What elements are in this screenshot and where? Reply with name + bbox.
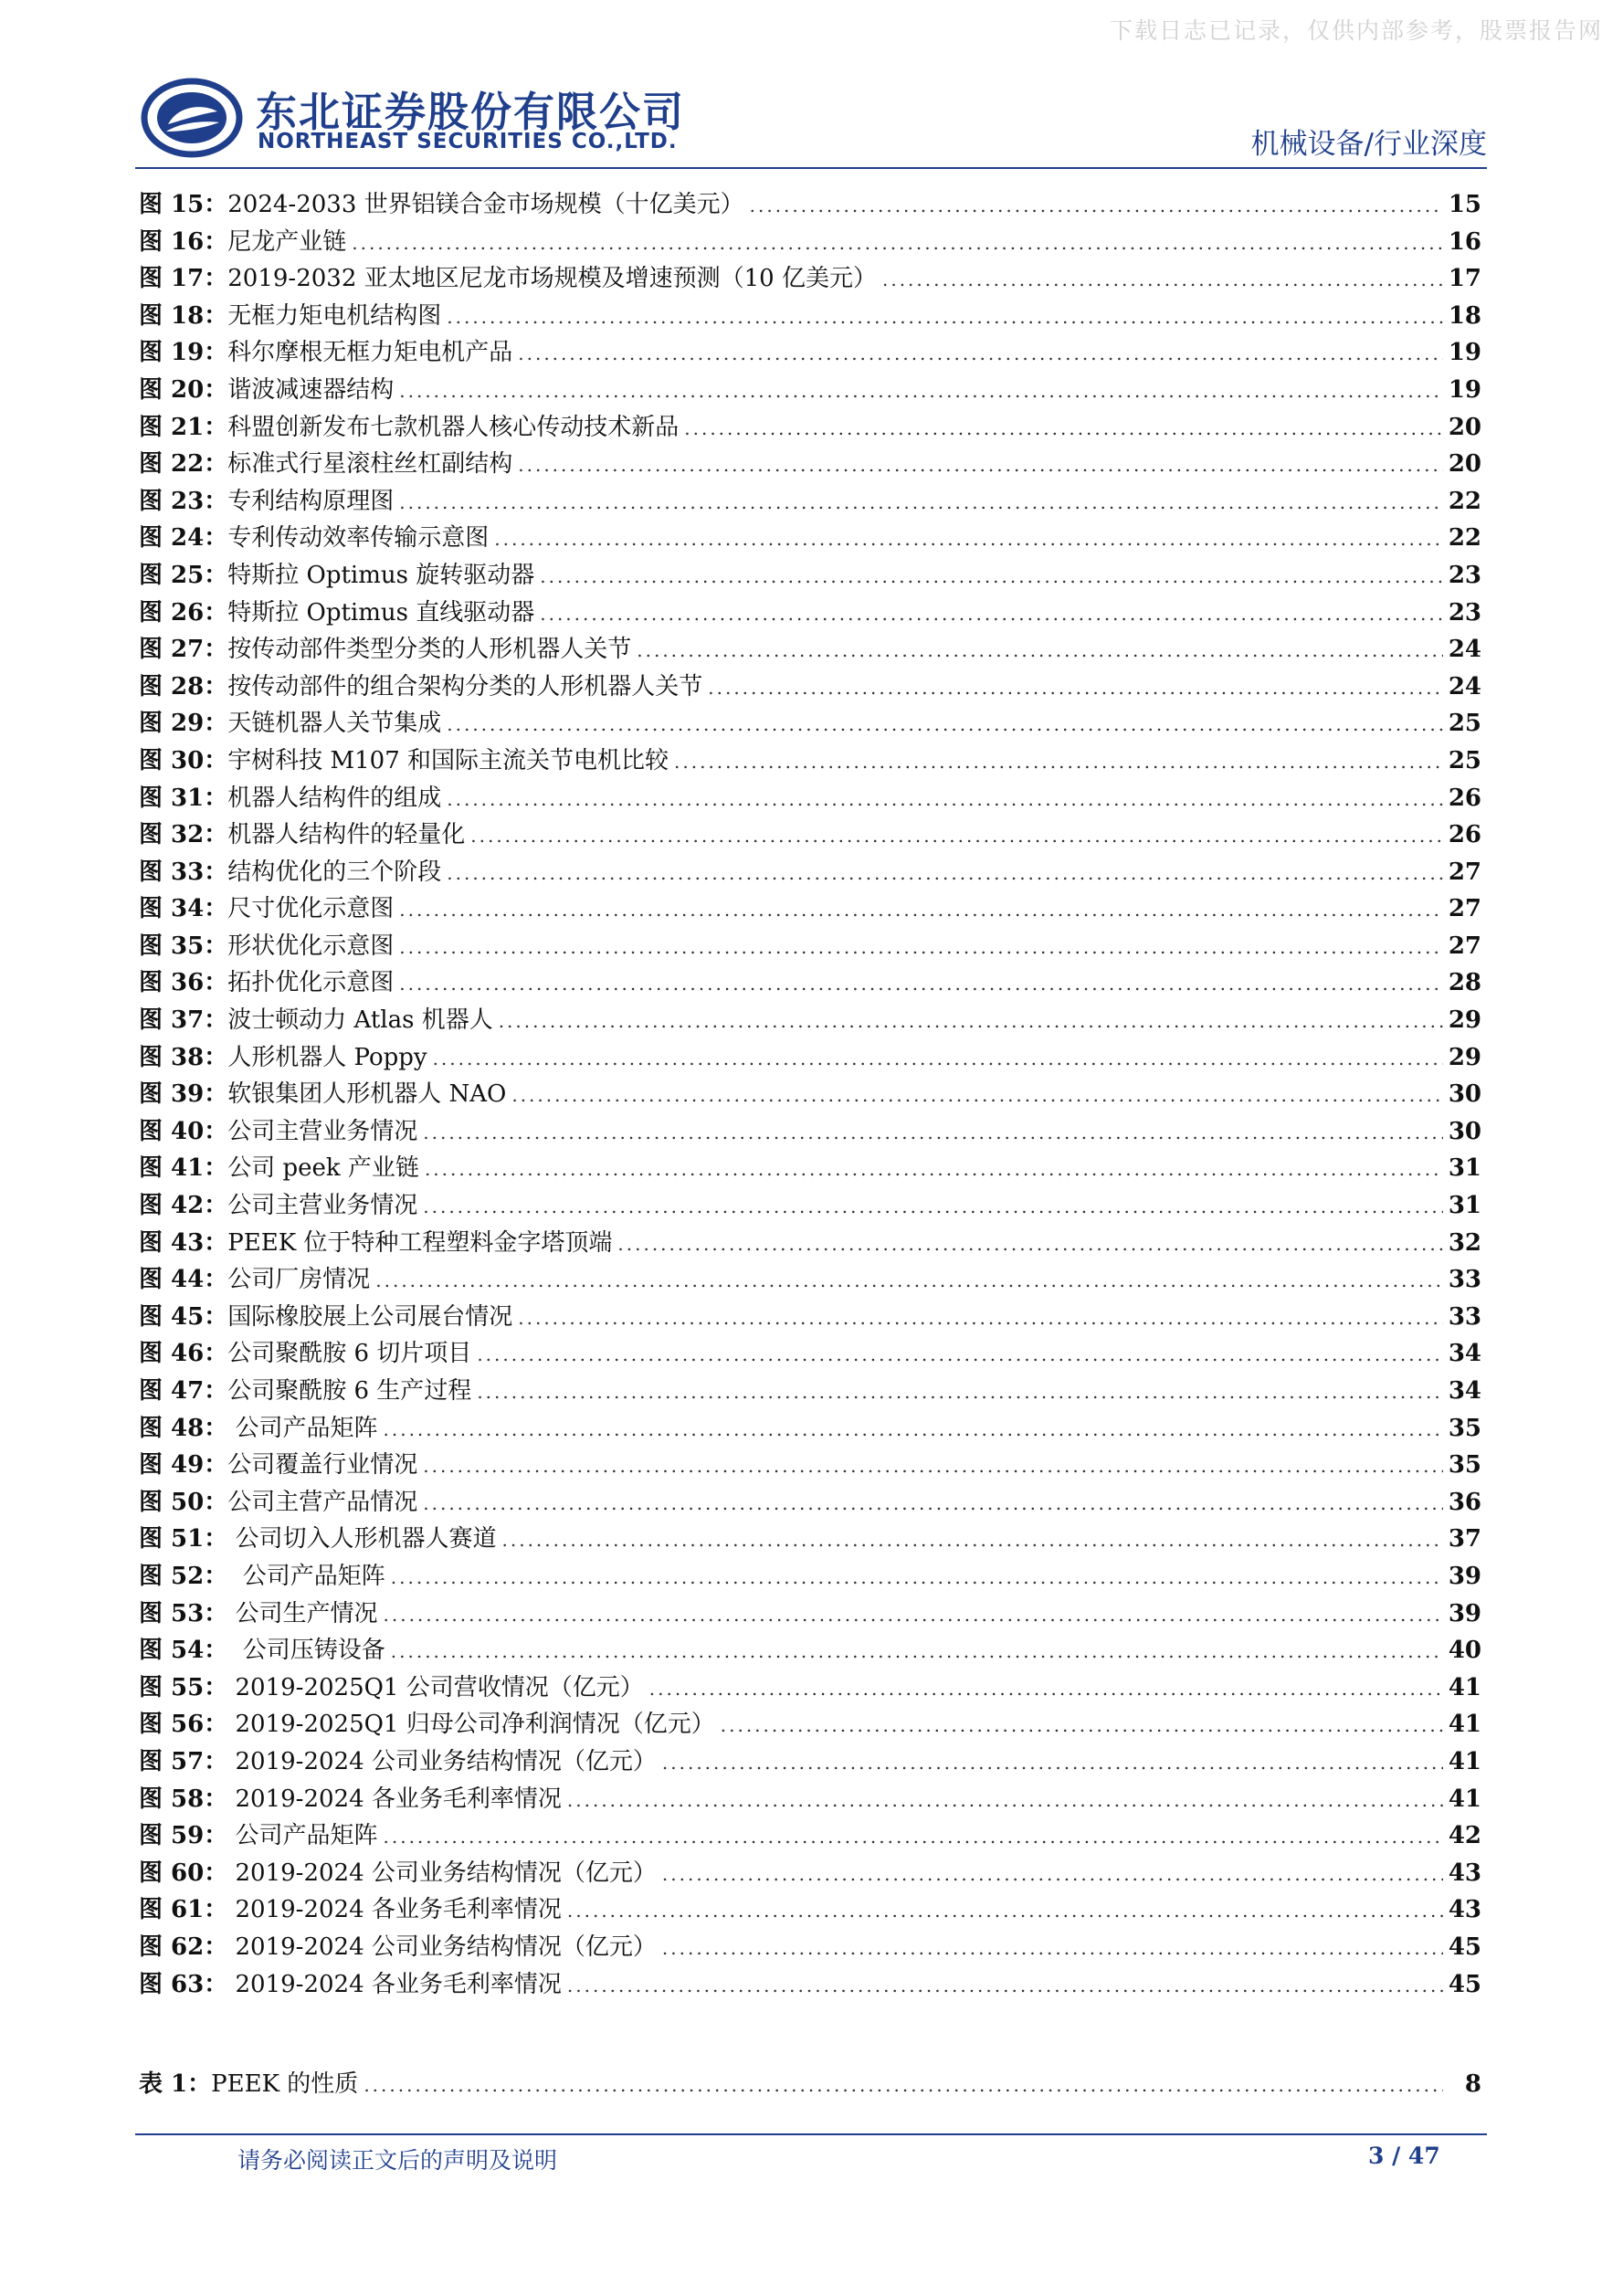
company-name-en: NORTHEAST SECURITIES CO.,LTD. xyxy=(258,130,678,153)
figure-entry-title: 宇树科技 M107 和国际主流关节电机比较 xyxy=(227,746,669,774)
figure-entry-label: 图 19： xyxy=(139,339,228,367)
dot-leader xyxy=(391,1633,1443,1670)
figure-entry-title: 机器人结构件的轻量化 xyxy=(227,821,466,849)
figure-entry-title: 人形机器人 Poppy xyxy=(227,1043,427,1071)
dot-leader xyxy=(447,706,1443,743)
dot-leader xyxy=(447,855,1443,892)
figure-entry-title: 2019-2025Q1 归母公司净利润情况（亿元） xyxy=(227,1711,715,1739)
figure-entry-page: 23 xyxy=(1448,561,1481,589)
figure-entry[interactable] xyxy=(139,669,1481,706)
dot-leader xyxy=(423,1114,1443,1152)
figure-entry-page: 33 xyxy=(1448,1302,1481,1331)
figure-entry-title: 拓扑优化示意图 xyxy=(227,969,395,997)
figure-entry[interactable] xyxy=(139,705,1481,743)
figure-entry[interactable] xyxy=(139,1781,1481,1818)
dot-leader xyxy=(662,1856,1443,1893)
figure-entry-page: 41 xyxy=(1448,1785,1481,1813)
figure-entry-label: 图 62： xyxy=(139,1933,228,1961)
figure-entry[interactable] xyxy=(139,595,1481,632)
figure-entry[interactable] xyxy=(139,1484,1481,1522)
dot-leader xyxy=(750,187,1443,225)
dot-leader xyxy=(511,1077,1442,1114)
figure-entry-label: 图 28： xyxy=(139,672,228,700)
figure-entry-label: 图 38： xyxy=(139,1043,228,1071)
figure-entry-title: 公司主营业务情况 xyxy=(227,1117,418,1145)
figure-entry[interactable] xyxy=(139,1669,1481,1707)
figure-entry-title: 2019-2024 各业务毛利率情况 xyxy=(227,1970,562,1998)
figure-entry-label: 图 58： xyxy=(139,1785,228,1813)
figure-entry[interactable] xyxy=(139,1150,1481,1187)
figure-entry[interactable] xyxy=(139,446,1481,483)
figure-entry-title: 尼龙产业链 xyxy=(227,227,347,256)
figure-entry-page: 30 xyxy=(1448,1080,1481,1109)
figure-entry-page: 25 xyxy=(1448,710,1481,738)
figure-entry[interactable] xyxy=(139,1299,1481,1336)
figure-entry-title: 2019-2024 各业务毛利率情况 xyxy=(227,1785,562,1813)
figure-entry-title: 公司厂房情况 xyxy=(227,1266,371,1294)
figure-entry-page: 31 xyxy=(1448,1154,1481,1183)
figure-entry-page: 17 xyxy=(1448,265,1481,293)
dot-leader xyxy=(662,1744,1443,1782)
figure-entry-page: 29 xyxy=(1448,1043,1481,1071)
figure-entry-page: 19 xyxy=(1448,339,1481,367)
figure-entry[interactable] xyxy=(139,298,1481,335)
watermark-text: 下载日志已记录，仅供内部参考，股票报告网 xyxy=(1109,17,1603,44)
figure-entry-title: 2019-2032 亚太地区尼龙市场规模及增速预测（10 亿美元） xyxy=(227,265,877,293)
figure-entry-title: 公司聚酰胺 6 生产过程 xyxy=(227,1377,472,1405)
figure-entry-label: 图 37： xyxy=(139,1006,228,1035)
figure-entry[interactable] xyxy=(139,1891,1481,1929)
dot-leader xyxy=(433,1040,1443,1078)
dot-leader xyxy=(567,1782,1443,1819)
figure-entry-label: 图 40： xyxy=(139,1117,228,1145)
figure-entry-label: 图 50： xyxy=(139,1488,228,1516)
figure-entry[interactable] xyxy=(139,1261,1481,1299)
figure-entry-title: 软银集团人形机器人 NAO xyxy=(227,1080,507,1109)
figure-entry-title: 尺寸优化示意图 xyxy=(227,895,395,923)
figure-entry-page: 39 xyxy=(1448,1562,1481,1590)
dot-leader xyxy=(399,891,1443,929)
figure-entry-page: 16 xyxy=(1448,227,1481,256)
figure-entry-label: 图 43： xyxy=(139,1228,228,1257)
figure-entry-page: 27 xyxy=(1448,858,1481,886)
figure-entry-label: 图 25： xyxy=(139,561,228,589)
figure-entry-title: 公司 peek 产业链 xyxy=(227,1154,419,1183)
figure-entry[interactable] xyxy=(139,1187,1481,1225)
dot-leader xyxy=(882,261,1443,299)
figure-entry-label: 图 46： xyxy=(139,1340,228,1368)
figure-entry-title: 波士顿动力 Atlas 机器人 xyxy=(227,1006,493,1035)
figure-entry-page: 35 xyxy=(1448,1451,1481,1480)
figure-entry-label: 图 60： xyxy=(139,1859,228,1887)
figure-entry-title: 2019-2024 公司业务结构情况（亿元） xyxy=(227,1859,657,1887)
figure-entry-title: 公司压铸设备 xyxy=(227,1637,385,1665)
figure-entry-page: 41 xyxy=(1448,1747,1481,1775)
figure-entry-label: 图 36： xyxy=(139,969,228,997)
figure-entry-page: 33 xyxy=(1448,1266,1481,1294)
figure-entry-title: 2019-2024 各业务毛利率情况 xyxy=(227,1896,562,1924)
dot-leader xyxy=(477,1374,1443,1411)
figure-entry-title: 公司生产情况 xyxy=(227,1599,378,1627)
dot-leader xyxy=(352,225,1443,262)
figure-entry-title: 按传动部件的组合架构分类的人形机器人关节 xyxy=(227,672,703,700)
figure-entry-page: 41 xyxy=(1448,1673,1481,1701)
figure-entry-page: 18 xyxy=(1448,301,1481,330)
figure-list xyxy=(139,186,1481,2003)
figure-entry[interactable] xyxy=(139,1335,1481,1373)
figure-entry-label: 图 20： xyxy=(139,375,228,404)
figure-entry-label: 图 49： xyxy=(139,1451,228,1480)
figure-entry-title: 特斯拉 Optimus 直线驱动器 xyxy=(227,598,535,627)
table-entry-page: 8 xyxy=(1464,2070,1481,2098)
figure-entry-label: 图 61： xyxy=(139,1896,228,1924)
figure-entry-page: 22 xyxy=(1448,524,1481,553)
figure-entry[interactable] xyxy=(139,631,1481,669)
dot-leader xyxy=(423,1448,1443,1485)
figure-entry[interactable] xyxy=(139,557,1481,595)
figure-entry-label: 图 35： xyxy=(139,932,228,960)
figure-entry-page: 25 xyxy=(1448,746,1481,774)
dot-leader xyxy=(391,1559,1443,1596)
figure-entry-label: 图 55： xyxy=(139,1673,228,1701)
figure-entry-page: 41 xyxy=(1448,1711,1481,1739)
figure-entry-page: 26 xyxy=(1448,784,1481,812)
figure-entry-page: 37 xyxy=(1448,1525,1481,1553)
figure-entry-label: 图 51： xyxy=(139,1525,228,1553)
dot-leader xyxy=(617,1226,1442,1263)
dot-leader xyxy=(502,1522,1443,1559)
dot-leader xyxy=(518,447,1443,484)
figure-entry-page: 39 xyxy=(1448,1599,1481,1627)
figure-entry-title: 按传动部件类型分类的人形机器人关节 xyxy=(227,636,632,664)
figure-entry[interactable] xyxy=(139,1929,1481,1966)
dot-leader xyxy=(447,781,1443,818)
figure-entry-title: 公司产品矩阵 xyxy=(227,1414,378,1442)
figure-entry-label: 图 53： xyxy=(139,1599,228,1627)
figure-entry-page: 27 xyxy=(1448,895,1481,923)
figure-entry-label: 图 32： xyxy=(139,821,228,849)
figure-entry[interactable] xyxy=(139,1225,1481,1262)
figure-entry-page: 27 xyxy=(1448,932,1481,960)
figure-entry-label: 图 23： xyxy=(139,487,228,515)
company-name-cn: 东北证券股份有限公司 xyxy=(256,88,686,136)
figure-entry-label: 图 41： xyxy=(139,1154,228,1183)
figure-entry-title: 2019-2024 公司业务结构情况（亿元） xyxy=(227,1747,657,1775)
figure-entry[interactable] xyxy=(139,1817,1481,1855)
figure-entry-page: 32 xyxy=(1448,1228,1481,1257)
figure-entry-title: 标准式行星滚柱丝杠副结构 xyxy=(227,450,513,479)
section-title: 机械设备/行业深度 xyxy=(1250,128,1487,161)
figure-entry[interactable] xyxy=(139,1966,1481,2004)
figure-entry[interactable] xyxy=(139,186,1481,224)
dot-leader xyxy=(477,1336,1443,1374)
figure-entry-label: 图 22： xyxy=(139,450,228,479)
dot-leader xyxy=(637,632,1443,669)
figure-entry-label: 图 63： xyxy=(139,1970,228,1998)
figure-entry-title: 无框力矩电机结构图 xyxy=(227,301,442,330)
dot-leader xyxy=(684,410,1443,448)
figure-entry-page: 34 xyxy=(1448,1340,1481,1368)
figure-entry-title: 特斯拉 Optimus 旋转驱动器 xyxy=(227,561,535,589)
dot-leader xyxy=(470,817,1443,855)
figure-entry-label: 图 34： xyxy=(139,895,228,923)
dot-leader xyxy=(399,373,1443,410)
figure-entry-label: 图 24： xyxy=(139,524,228,553)
figure-entry-title: 公司主营业务情况 xyxy=(227,1192,418,1220)
figure-entry-page: 43 xyxy=(1448,1896,1481,1924)
figure-entry-title: PEEK 位于特种工程塑料金字塔顶端 xyxy=(227,1228,613,1257)
figure-entry-title: 专利结构原理图 xyxy=(227,487,395,515)
dot-leader xyxy=(375,1262,1443,1300)
figure-entry-page: 24 xyxy=(1448,672,1481,700)
dot-leader xyxy=(384,1818,1443,1856)
figure-entry[interactable] xyxy=(139,372,1481,409)
dot-leader xyxy=(567,1967,1443,2005)
table-entry[interactable] xyxy=(139,2066,1481,2103)
figure-entry-label: 图 17： xyxy=(139,265,228,293)
figure-entry-page: 29 xyxy=(1448,1006,1481,1035)
figure-entry-title: 天链机器人关节集成 xyxy=(227,710,442,738)
figure-entry-label: 图 59： xyxy=(139,1822,228,1850)
figure-entry[interactable] xyxy=(139,816,1481,854)
figure-entry-title: 公司产品矩阵 xyxy=(227,1822,378,1850)
dot-leader xyxy=(399,965,1443,1003)
figure-entry[interactable] xyxy=(139,1113,1481,1151)
figure-entry[interactable] xyxy=(139,224,1481,261)
figure-entry[interactable] xyxy=(139,1076,1481,1113)
figure-entry-page: 26 xyxy=(1448,821,1481,849)
dot-leader xyxy=(399,484,1443,521)
figure-entry-label: 图 48： xyxy=(139,1414,228,1442)
figure-entry-page: 15 xyxy=(1448,191,1481,218)
figure-entry[interactable] xyxy=(139,1521,1481,1558)
figure-entry-label: 图 44： xyxy=(139,1266,228,1294)
figure-entry-title: 机器人结构件的组成 xyxy=(227,784,442,812)
figure-entry-title: 2019-2025Q1 公司营收情况（亿元） xyxy=(227,1673,644,1701)
figure-entry[interactable] xyxy=(139,854,1481,891)
dot-leader xyxy=(399,929,1443,966)
northeast-securities-logo-icon xyxy=(141,77,243,159)
figure-entry[interactable] xyxy=(139,890,1481,928)
dot-leader xyxy=(540,595,1443,633)
footer-divider xyxy=(135,2133,1487,2135)
figure-entry-label: 图 15： xyxy=(139,191,228,218)
figure-entry[interactable] xyxy=(139,1632,1481,1669)
figure-entry-title: 公司覆盖行业情况 xyxy=(227,1451,418,1480)
dot-leader xyxy=(423,1485,1443,1522)
figure-entry-label: 图 47： xyxy=(139,1377,228,1405)
figure-entry-title: 公司主营产品情况 xyxy=(227,1488,418,1516)
figure-entry-title: 公司产品矩阵 xyxy=(227,1562,385,1590)
figure-entry[interactable] xyxy=(139,743,1481,780)
figure-entry-page: 28 xyxy=(1448,969,1481,997)
figure-entry[interactable] xyxy=(139,334,1481,372)
figure-entry-title: 谐波减速器结构 xyxy=(227,375,395,404)
figure-entry-label: 图 27： xyxy=(139,636,228,664)
figure-entry-title: 专利传动效率传输示意图 xyxy=(227,524,490,553)
dot-leader xyxy=(567,1892,1443,1930)
footer-disclaimer: 请务必阅读正文后的声明及说明 xyxy=(237,2147,558,2174)
figure-entry-page: 19 xyxy=(1448,375,1481,404)
figure-entry-title: 形状优化示意图 xyxy=(227,932,395,960)
figure-entry-page: 42 xyxy=(1448,1822,1481,1850)
figure-entry-label: 图 33： xyxy=(139,858,228,886)
dot-leader xyxy=(499,1003,1443,1040)
figure-entry-label: 图 39： xyxy=(139,1080,228,1109)
figure-entry-page: 22 xyxy=(1448,487,1481,515)
figure-entry[interactable] xyxy=(139,780,1481,817)
figure-entry-page: 24 xyxy=(1448,636,1481,664)
figure-entry-label: 图 30： xyxy=(139,746,228,774)
figure-entry[interactable] xyxy=(139,928,1481,965)
figure-entry-page: 23 xyxy=(1448,598,1481,627)
dot-leader xyxy=(662,1930,1443,1967)
figure-entry-page: 34 xyxy=(1448,1377,1481,1405)
dot-leader xyxy=(708,669,1443,707)
figure-entry[interactable] xyxy=(139,1447,1481,1484)
figure-entry[interactable] xyxy=(139,1743,1481,1781)
dot-leader xyxy=(674,743,1443,781)
table-entry-label: 表 1： xyxy=(139,2070,212,2098)
table-entry-title: PEEK 的性质 xyxy=(211,2070,359,2098)
dot-leader xyxy=(364,2067,1443,2104)
figure-entry[interactable] xyxy=(139,1373,1481,1410)
figure-entry-page: 31 xyxy=(1448,1192,1481,1220)
figure-entry-label: 图 21： xyxy=(139,413,228,441)
figure-entry-label: 图 29： xyxy=(139,710,228,738)
page-number: 3 / 47 xyxy=(1368,2143,1440,2169)
figure-entry-label: 图 45： xyxy=(139,1302,228,1331)
figure-entry-title: 公司切入人形机器人赛道 xyxy=(227,1525,497,1553)
figure-entry[interactable] xyxy=(139,1410,1481,1448)
figure-entry[interactable] xyxy=(139,409,1481,447)
figure-entry-label: 图 42： xyxy=(139,1192,228,1220)
figure-entry-title: 结构优化的三个阶段 xyxy=(227,858,442,886)
figure-entry-page: 40 xyxy=(1448,1637,1481,1665)
figure-entry-page: 45 xyxy=(1448,1970,1481,1998)
figure-entry-label: 图 16： xyxy=(139,227,228,256)
figure-entry[interactable] xyxy=(139,483,1481,521)
dot-leader xyxy=(540,558,1443,595)
figure-entry[interactable] xyxy=(139,1706,1481,1743)
table-list xyxy=(139,2066,1481,2103)
dot-leader xyxy=(425,1151,1443,1188)
figure-entry-page: 20 xyxy=(1448,413,1481,441)
figure-entry[interactable] xyxy=(139,964,1481,1002)
figure-entry[interactable] xyxy=(139,1855,1481,1892)
dot-leader xyxy=(384,1596,1443,1634)
figure-entry[interactable] xyxy=(139,1039,1481,1077)
figure-entry-title: 国际橡胶展上公司展台情况 xyxy=(227,1302,513,1331)
figure-entry[interactable] xyxy=(139,520,1481,557)
dot-leader xyxy=(518,1300,1443,1337)
dot-leader xyxy=(384,1411,1443,1448)
figure-entry-label: 图 56： xyxy=(139,1711,228,1739)
figure-entry-title: 科尔摩根无框力矩电机产品 xyxy=(227,339,513,367)
figure-entry-label: 图 18： xyxy=(139,301,228,330)
figure-entry[interactable] xyxy=(139,260,1481,298)
figure-entry-page: 20 xyxy=(1448,450,1481,479)
figure-entry-label: 图 26： xyxy=(139,598,228,627)
page-header xyxy=(135,75,1487,163)
figure-entry[interactable] xyxy=(139,1002,1481,1039)
figure-entry[interactable] xyxy=(139,1596,1481,1633)
figure-entry-page: 45 xyxy=(1448,1933,1481,1961)
figure-entry-page: 35 xyxy=(1448,1414,1481,1442)
figure-entry-page: 43 xyxy=(1448,1859,1481,1887)
figure-entry-label: 图 57： xyxy=(139,1747,228,1775)
figure-entry-title: 2019-2024 公司业务结构情况（亿元） xyxy=(227,1933,657,1961)
figure-entry-label: 图 31： xyxy=(139,784,228,812)
figure-entry-title: 2024-2033 世界铝镁合金市场规模（十亿美元） xyxy=(227,191,744,218)
figure-entry-label: 图 54： xyxy=(139,1637,228,1665)
dot-leader xyxy=(518,335,1443,373)
figure-entry-title: 科盟创新发布七款机器人核心传动技术新品 xyxy=(227,413,680,441)
figure-entry-label: 图 52： xyxy=(139,1562,228,1590)
dot-leader xyxy=(423,1188,1443,1226)
dot-leader xyxy=(721,1707,1443,1744)
dot-leader xyxy=(494,521,1443,558)
figure-entry[interactable] xyxy=(139,1558,1481,1596)
figure-entry-title: 公司聚酰胺 6 切片项目 xyxy=(227,1340,472,1368)
dot-leader xyxy=(649,1670,1443,1708)
header-divider xyxy=(135,167,1487,169)
dot-leader xyxy=(447,299,1443,336)
figure-entry-page: 36 xyxy=(1448,1488,1481,1516)
figure-entry-page: 30 xyxy=(1448,1117,1481,1145)
